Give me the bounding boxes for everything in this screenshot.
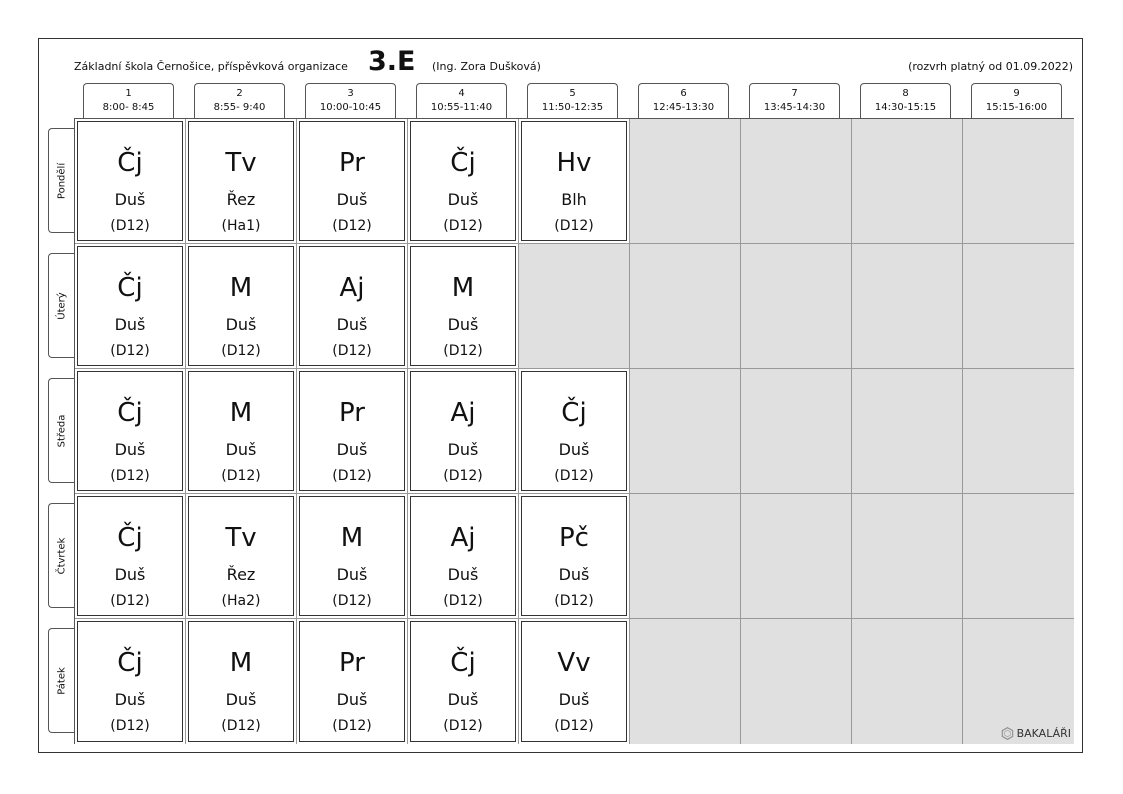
day-header <box>48 253 74 358</box>
period-header-8 <box>860 83 951 118</box>
lesson-teacher: Duš <box>225 315 257 334</box>
period-number: 6 <box>680 88 687 99</box>
lesson-cell[interactable] <box>297 244 408 369</box>
empty-cell <box>741 619 852 744</box>
period-time: 10:55-11:40 <box>430 102 493 113</box>
lesson-subject: Čj <box>450 648 476 678</box>
lesson-box <box>521 371 627 491</box>
lesson-box <box>410 246 516 366</box>
lesson-cell[interactable] <box>75 119 186 244</box>
lesson-box <box>188 496 294 616</box>
lesson-teacher: Duš <box>114 190 146 209</box>
empty-cell <box>963 494 1074 619</box>
empty-cell <box>630 369 741 494</box>
lesson-cell[interactable] <box>297 119 408 244</box>
lesson-cell[interactable] <box>519 119 630 244</box>
period-time: 10:00-10:45 <box>319 102 382 113</box>
timetable-grid <box>74 118 1074 744</box>
lesson-cell[interactable] <box>519 369 630 494</box>
lesson-subject: Čj <box>117 148 143 178</box>
period-header-4 <box>416 83 507 118</box>
lesson-teacher: Duš <box>225 690 257 709</box>
lesson-subject: Aj <box>339 273 365 303</box>
lesson-box <box>188 621 294 742</box>
lesson-subject: M <box>229 648 253 678</box>
lesson-subject: Aj <box>450 523 476 553</box>
empty-cell <box>963 369 1074 494</box>
lesson-room: (D12) <box>554 468 594 484</box>
period-header-3 <box>305 83 396 118</box>
lesson-cell[interactable] <box>186 369 297 494</box>
period-number: 8 <box>902 88 909 99</box>
empty-cell <box>852 369 963 494</box>
lesson-cell[interactable] <box>408 619 519 744</box>
period-number: 2 <box>236 88 243 99</box>
lesson-room: (D12) <box>332 718 372 734</box>
class-teacher: (Ing. Zora Dušková) <box>432 60 541 73</box>
bakalari-logo-icon <box>1001 727 1014 740</box>
lesson-box <box>521 496 627 616</box>
lesson-box <box>299 121 405 241</box>
lesson-teacher: Duš <box>114 440 146 459</box>
lesson-room: (D12) <box>443 593 483 609</box>
period-header-9 <box>971 83 1062 118</box>
lesson-room: (D12) <box>443 343 483 359</box>
lesson-box <box>299 246 405 366</box>
lesson-cell[interactable] <box>297 369 408 494</box>
lesson-box <box>77 496 183 616</box>
period-header-1 <box>83 83 174 118</box>
lesson-room: (Ha2) <box>221 593 261 609</box>
period-header-5 <box>527 83 618 118</box>
lesson-box <box>410 121 516 241</box>
lesson-cell[interactable] <box>408 244 519 369</box>
period-time: 13:45-14:30 <box>763 102 826 113</box>
empty-cell <box>741 369 852 494</box>
day-header <box>48 503 74 608</box>
empty-cell <box>741 494 852 619</box>
lesson-cell[interactable] <box>519 494 630 619</box>
lesson-teacher: Duš <box>336 565 368 584</box>
lesson-cell[interactable] <box>186 244 297 369</box>
lesson-cell[interactable] <box>75 494 186 619</box>
lesson-box <box>299 371 405 491</box>
empty-cell <box>630 494 741 619</box>
lesson-subject: Pr <box>339 148 365 178</box>
brand-label: BAKALÁŘI <box>1016 727 1071 740</box>
empty-cell <box>852 494 963 619</box>
lesson-subject: Tv <box>225 523 257 553</box>
empty-cell <box>630 119 741 244</box>
lesson-teacher: Duš <box>336 440 368 459</box>
period-number: 4 <box>458 88 465 99</box>
lesson-room: (D12) <box>332 593 372 609</box>
lesson-box <box>77 371 183 491</box>
lesson-subject: M <box>340 523 364 553</box>
lesson-cell[interactable] <box>75 619 186 744</box>
lesson-room: (D12) <box>554 593 594 609</box>
lesson-teacher: Duš <box>225 440 257 459</box>
lesson-teacher: Duš <box>447 565 479 584</box>
lesson-box <box>410 371 516 491</box>
lesson-cell[interactable] <box>75 244 186 369</box>
lesson-subject: Vv <box>557 648 591 678</box>
empty-cell <box>519 244 630 369</box>
lesson-subject: Pr <box>339 398 365 428</box>
period-time: 11:50-12:35 <box>541 102 604 113</box>
lesson-room: (D12) <box>110 718 150 734</box>
day-label: Úterý <box>56 291 67 320</box>
lesson-box <box>188 246 294 366</box>
lesson-cell[interactable] <box>408 369 519 494</box>
lesson-box <box>77 246 183 366</box>
period-time: 8:55- 9:40 <box>213 102 266 113</box>
school-name: Základní škola Černošice, příspěvková organizace <box>74 60 348 73</box>
lesson-room: (D12) <box>110 468 150 484</box>
lesson-teacher: Řez <box>226 565 256 584</box>
lesson-cell[interactable] <box>519 619 630 744</box>
empty-cell <box>630 244 741 369</box>
lesson-teacher: Duš <box>447 440 479 459</box>
empty-cell <box>852 619 963 744</box>
period-header-2 <box>194 83 285 118</box>
lesson-box <box>521 121 627 241</box>
lesson-cell[interactable] <box>186 619 297 744</box>
lesson-cell[interactable] <box>408 119 519 244</box>
brand-mark <box>1001 727 1071 740</box>
period-number: 3 <box>347 88 354 99</box>
lesson-teacher: Duš <box>336 190 368 209</box>
lesson-cell[interactable] <box>186 119 297 244</box>
lesson-box <box>521 621 627 742</box>
lesson-teacher: Duš <box>114 565 146 584</box>
empty-cell <box>852 244 963 369</box>
lesson-teacher: Duš <box>114 690 146 709</box>
empty-cell <box>963 119 1074 244</box>
period-time: 12:45-13:30 <box>652 102 715 113</box>
lesson-room: (D12) <box>443 718 483 734</box>
lesson-box <box>299 496 405 616</box>
lesson-subject: Čj <box>117 648 143 678</box>
period-time: 14:30-15:15 <box>874 102 937 113</box>
lesson-subject: M <box>451 273 475 303</box>
empty-cell <box>741 119 852 244</box>
validity-note: (rozvrh platný od 01.09.2022) <box>908 60 1073 73</box>
lesson-box <box>299 621 405 742</box>
day-header <box>48 128 74 233</box>
lesson-room: (D12) <box>332 218 372 234</box>
lesson-cell[interactable] <box>408 494 519 619</box>
lesson-teacher: Řez <box>226 190 256 209</box>
lesson-room: (Ha1) <box>221 218 261 234</box>
day-header <box>48 628 74 733</box>
lesson-subject: Čj <box>117 398 143 428</box>
day-label: Pondělí <box>56 162 67 199</box>
lesson-subject: Čj <box>450 148 476 178</box>
lesson-room: (D12) <box>221 718 261 734</box>
lesson-subject: Pr <box>339 648 365 678</box>
empty-cell <box>630 619 741 744</box>
lesson-room: (D12) <box>110 593 150 609</box>
period-number: 1 <box>125 88 132 99</box>
lesson-room: (D12) <box>332 343 372 359</box>
empty-cell <box>963 619 1074 744</box>
lesson-cell[interactable] <box>75 369 186 494</box>
lesson-subject: Tv <box>225 148 257 178</box>
lesson-teacher: Duš <box>558 440 590 459</box>
lesson-room: (D12) <box>110 218 150 234</box>
lesson-room: (D12) <box>221 343 261 359</box>
empty-cell <box>852 119 963 244</box>
period-header-6 <box>638 83 729 118</box>
class-name: 3.E <box>368 46 416 77</box>
lesson-teacher: Duš <box>447 315 479 334</box>
period-number: 7 <box>791 88 798 99</box>
lesson-box <box>188 121 294 241</box>
lesson-subject: M <box>229 398 253 428</box>
lesson-teacher: Duš <box>558 690 590 709</box>
day-label: Středa <box>56 414 67 447</box>
lesson-subject: Aj <box>450 398 476 428</box>
lesson-room: (D12) <box>554 718 594 734</box>
empty-cell <box>741 244 852 369</box>
empty-cell <box>963 244 1074 369</box>
lesson-room: (D12) <box>221 468 261 484</box>
lesson-teacher: Duš <box>558 565 590 584</box>
day-label: Pátek <box>56 666 67 695</box>
period-number: 9 <box>1013 88 1020 99</box>
lesson-room: (D12) <box>443 218 483 234</box>
lesson-subject: Čj <box>117 523 143 553</box>
lesson-room: (D12) <box>332 468 372 484</box>
lesson-teacher: Duš <box>336 690 368 709</box>
lesson-box <box>77 121 183 241</box>
lesson-teacher: Duš <box>336 315 368 334</box>
lesson-teacher: Duš <box>447 690 479 709</box>
lesson-room: (D12) <box>443 468 483 484</box>
lesson-subject: M <box>229 273 253 303</box>
lesson-subject: Čj <box>561 398 587 428</box>
lesson-box <box>410 496 516 616</box>
lesson-subject: Hv <box>556 148 592 178</box>
lesson-room: (D12) <box>110 343 150 359</box>
lesson-box <box>77 621 183 742</box>
lesson-cell[interactable] <box>297 619 408 744</box>
lesson-cell[interactable] <box>186 494 297 619</box>
lesson-box <box>410 621 516 742</box>
period-time: 8:00- 8:45 <box>102 102 155 113</box>
lesson-room: (D12) <box>554 218 594 234</box>
period-header-7 <box>749 83 840 118</box>
lesson-teacher: Duš <box>447 190 479 209</box>
lesson-subject: Čj <box>117 273 143 303</box>
day-header <box>48 378 74 483</box>
period-number: 5 <box>569 88 576 99</box>
lesson-box <box>188 371 294 491</box>
lesson-subject: Pč <box>559 523 589 553</box>
period-time: 15:15-16:00 <box>985 102 1048 113</box>
lesson-teacher: Blh <box>561 190 587 209</box>
lesson-cell[interactable] <box>297 494 408 619</box>
lesson-teacher: Duš <box>114 315 146 334</box>
day-label: Čtvrtek <box>56 537 67 574</box>
